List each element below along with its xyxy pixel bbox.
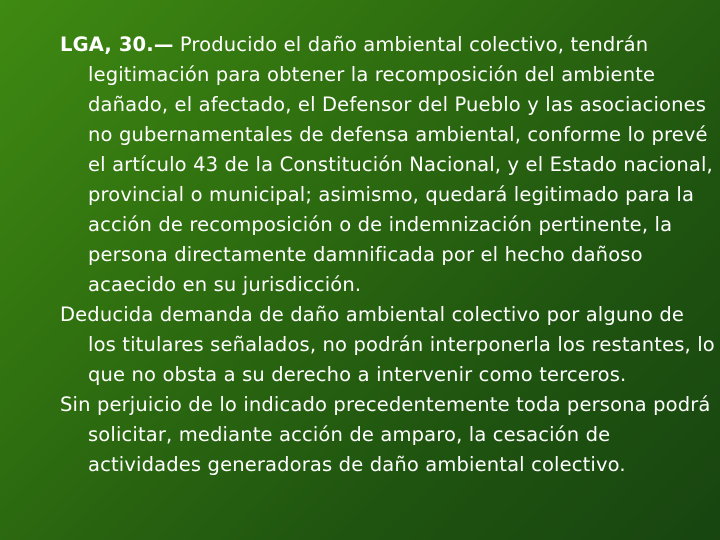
article-text-2: Deducida demanda de daño ambiental colectivo por alguno de los titulares señalados, no podrán interponerla los restantes, lo que no obsta a su derecho a intervenir como terceros.: [60, 303, 715, 386]
article-text-3: Sin perjuicio de lo indicado precedentemente toda persona podrá solicitar, mediante acción de amparo, la cesación de actividades generadoras de daño ambiental colectivo.: [60, 393, 711, 476]
article-paragraph-2: [60, 300, 715, 390]
article-paragraph-3: [60, 390, 715, 480]
slide-body: [60, 30, 715, 535]
article-paragraph-1: [60, 30, 715, 300]
article-text-1: Producido el daño ambiental colectivo, tendrán legitimación para obtener la recomposición del ambiente dañado, el afectado, el Defensor del Pueblo y las asociaciones no gubernamentales de defensa ambiental, conforme lo prevé el artículo 43 de la Constitución Nacional, y el Estado nacional, provincial o municipal; asimismo, quedará legitimado para la acción de recomposición o de indemnización pertinente, la persona directamente damnificada por el hecho dañoso acaecido en su jurisdicción.: [88, 33, 713, 296]
article-reference: LGA, 30.—: [60, 33, 174, 56]
